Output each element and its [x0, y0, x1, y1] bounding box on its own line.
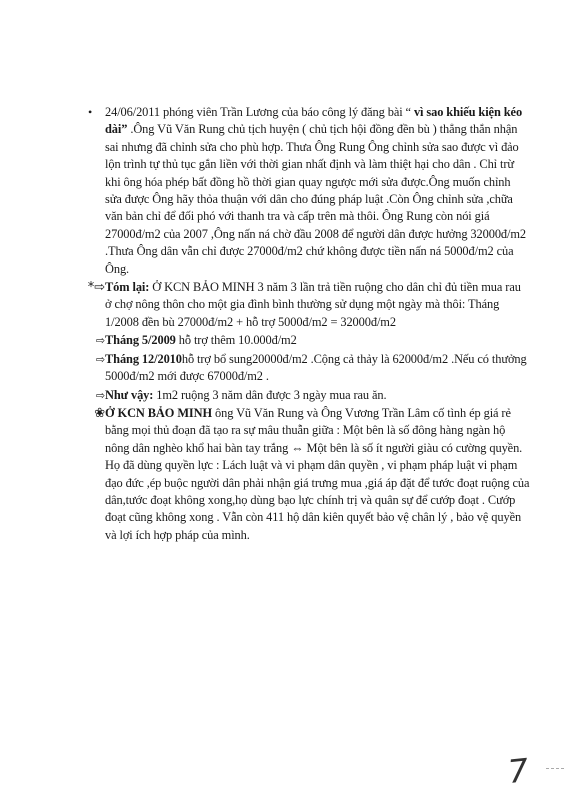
flower-icon: ❀: [94, 405, 105, 421]
arrow-right-icon: ⇨: [95, 388, 105, 402]
month12-label: Tháng 12/2010: [105, 351, 182, 366]
paragraph-news-report: [105, 104, 530, 278]
para1-intro: 24/06/2011 phóng viên Trần Lương của báo công lý đăng bài “: [105, 105, 411, 119]
month12-item: [95, 351, 530, 386]
arrow-right-icon: ⇨: [95, 334, 105, 348]
divider: [546, 768, 564, 770]
summary-item: [87, 279, 530, 331]
summary-text: Ở KCN BẢO MINH 3 năm 3 lần trả tiền ruộng cho dân chỉ đủ tiền mua rau ở chợ nông thôn cho một gia đình bình thường sử dụng một ngày mà thôi: Tháng 1/2008 đền bù 27000đ/m2 + hỗ trợ 5000đ/m2 = 32000đ/m2: [105, 280, 521, 329]
article-title: vì sao khiếu kiện kéo dài”: [105, 105, 523, 137]
summary-label: Tóm lại:: [105, 280, 150, 295]
document-body: [87, 104, 530, 544]
kcn-text: ông Vũ Văn Rung và Ông Vương Trần Lâm cố tình ép giá rẻ bằng mọi thủ đoạn đã tạo ra sự mâu thuẫn giữa : Một bên là số đông hàng ngàn hộ nông dân nghèo khổ hai bàn tay trắng ⇔ Một bên là số ít người giàu có cường quyền. Họ đã dùng quyền lực : Lách luật và vi phạm dân quyền , vi phạm pháp luật vi phạm đạo đức ,ép buộc người dân phải nhận giá trưng mua ,giá áp đặt để tước đoạt ruộng của dân,tước đoạt không xong,họ dùng bạo lực chính trị và quân sự để cướp đoạt . Cướp đoạt cũng không xong . Vẫn còn 411 hộ dân kiên quyết bảo vệ chân lý , bảo vệ quyền và lợi ích hợp pháp của mình.: [105, 405, 530, 542]
month5-text: hỗ trợ thêm 10.000đ/m2: [175, 333, 297, 348]
kcn-label: Ở KCN BẢO MINH: [105, 405, 213, 420]
kcn-item: [94, 405, 530, 544]
conclusion-label: Như vậy:: [105, 387, 154, 402]
month12-text: hỗ trợ bổ sung20000đ/m2 .Cộng cả thảy là 62000đ/m2 .Nếu có thưởng 5000đ/m2 mới được 67000đ/m2 .: [105, 351, 527, 384]
para1-body: .Ông Vũ Văn Rung chủ tịch huyện ( chủ tịch hội đồng đền bù ) thẳng thắn nhận sai nhưng đã chỉnh sửa cho phù hợp. Thưa Ông Rung Ông chỉnh sửa sao được vì đảo lộn trình tự thủ tục gắn liền với thời gian nhất định và làm thiệt hại cho dân . Chỉ trừ khi ông hóa phép bất đồng hồ thời gian quay ngược mới sửa được.Ông muốn chỉnh sửa được Ông hãy thỏa thuận với dân cho đúng pháp luật .Còn Ông chỉnh sửa ,chữa văn bản chỉ để đối phó với thanh tra và cấp trên mà thôi. Ông Rung còn nói giá 27000đ/m2 của 2007 ,Ông nấn ná chờ đầu 2008 để người dân được hưởng 32000đ/m2 .Thưa Ông dân vẫn chỉ được 27000đ/m2 chứ không được tiền nấn ná 5000đ/m2 của Ông.: [105, 122, 526, 276]
month5-item: [95, 332, 530, 349]
month5-label: Tháng 5/2009: [105, 333, 176, 348]
conclusion-item: [95, 387, 530, 404]
arrow-right-icon: ⇨: [95, 352, 105, 366]
star-arrow-icon: *⇨: [87, 280, 105, 296]
conclusion-text: 1m2 ruộng 3 năm dân được 3 ngày mua rau ăn.: [153, 387, 387, 402]
bullet-icon: •: [88, 105, 93, 119]
page-number: 7: [506, 751, 531, 791]
